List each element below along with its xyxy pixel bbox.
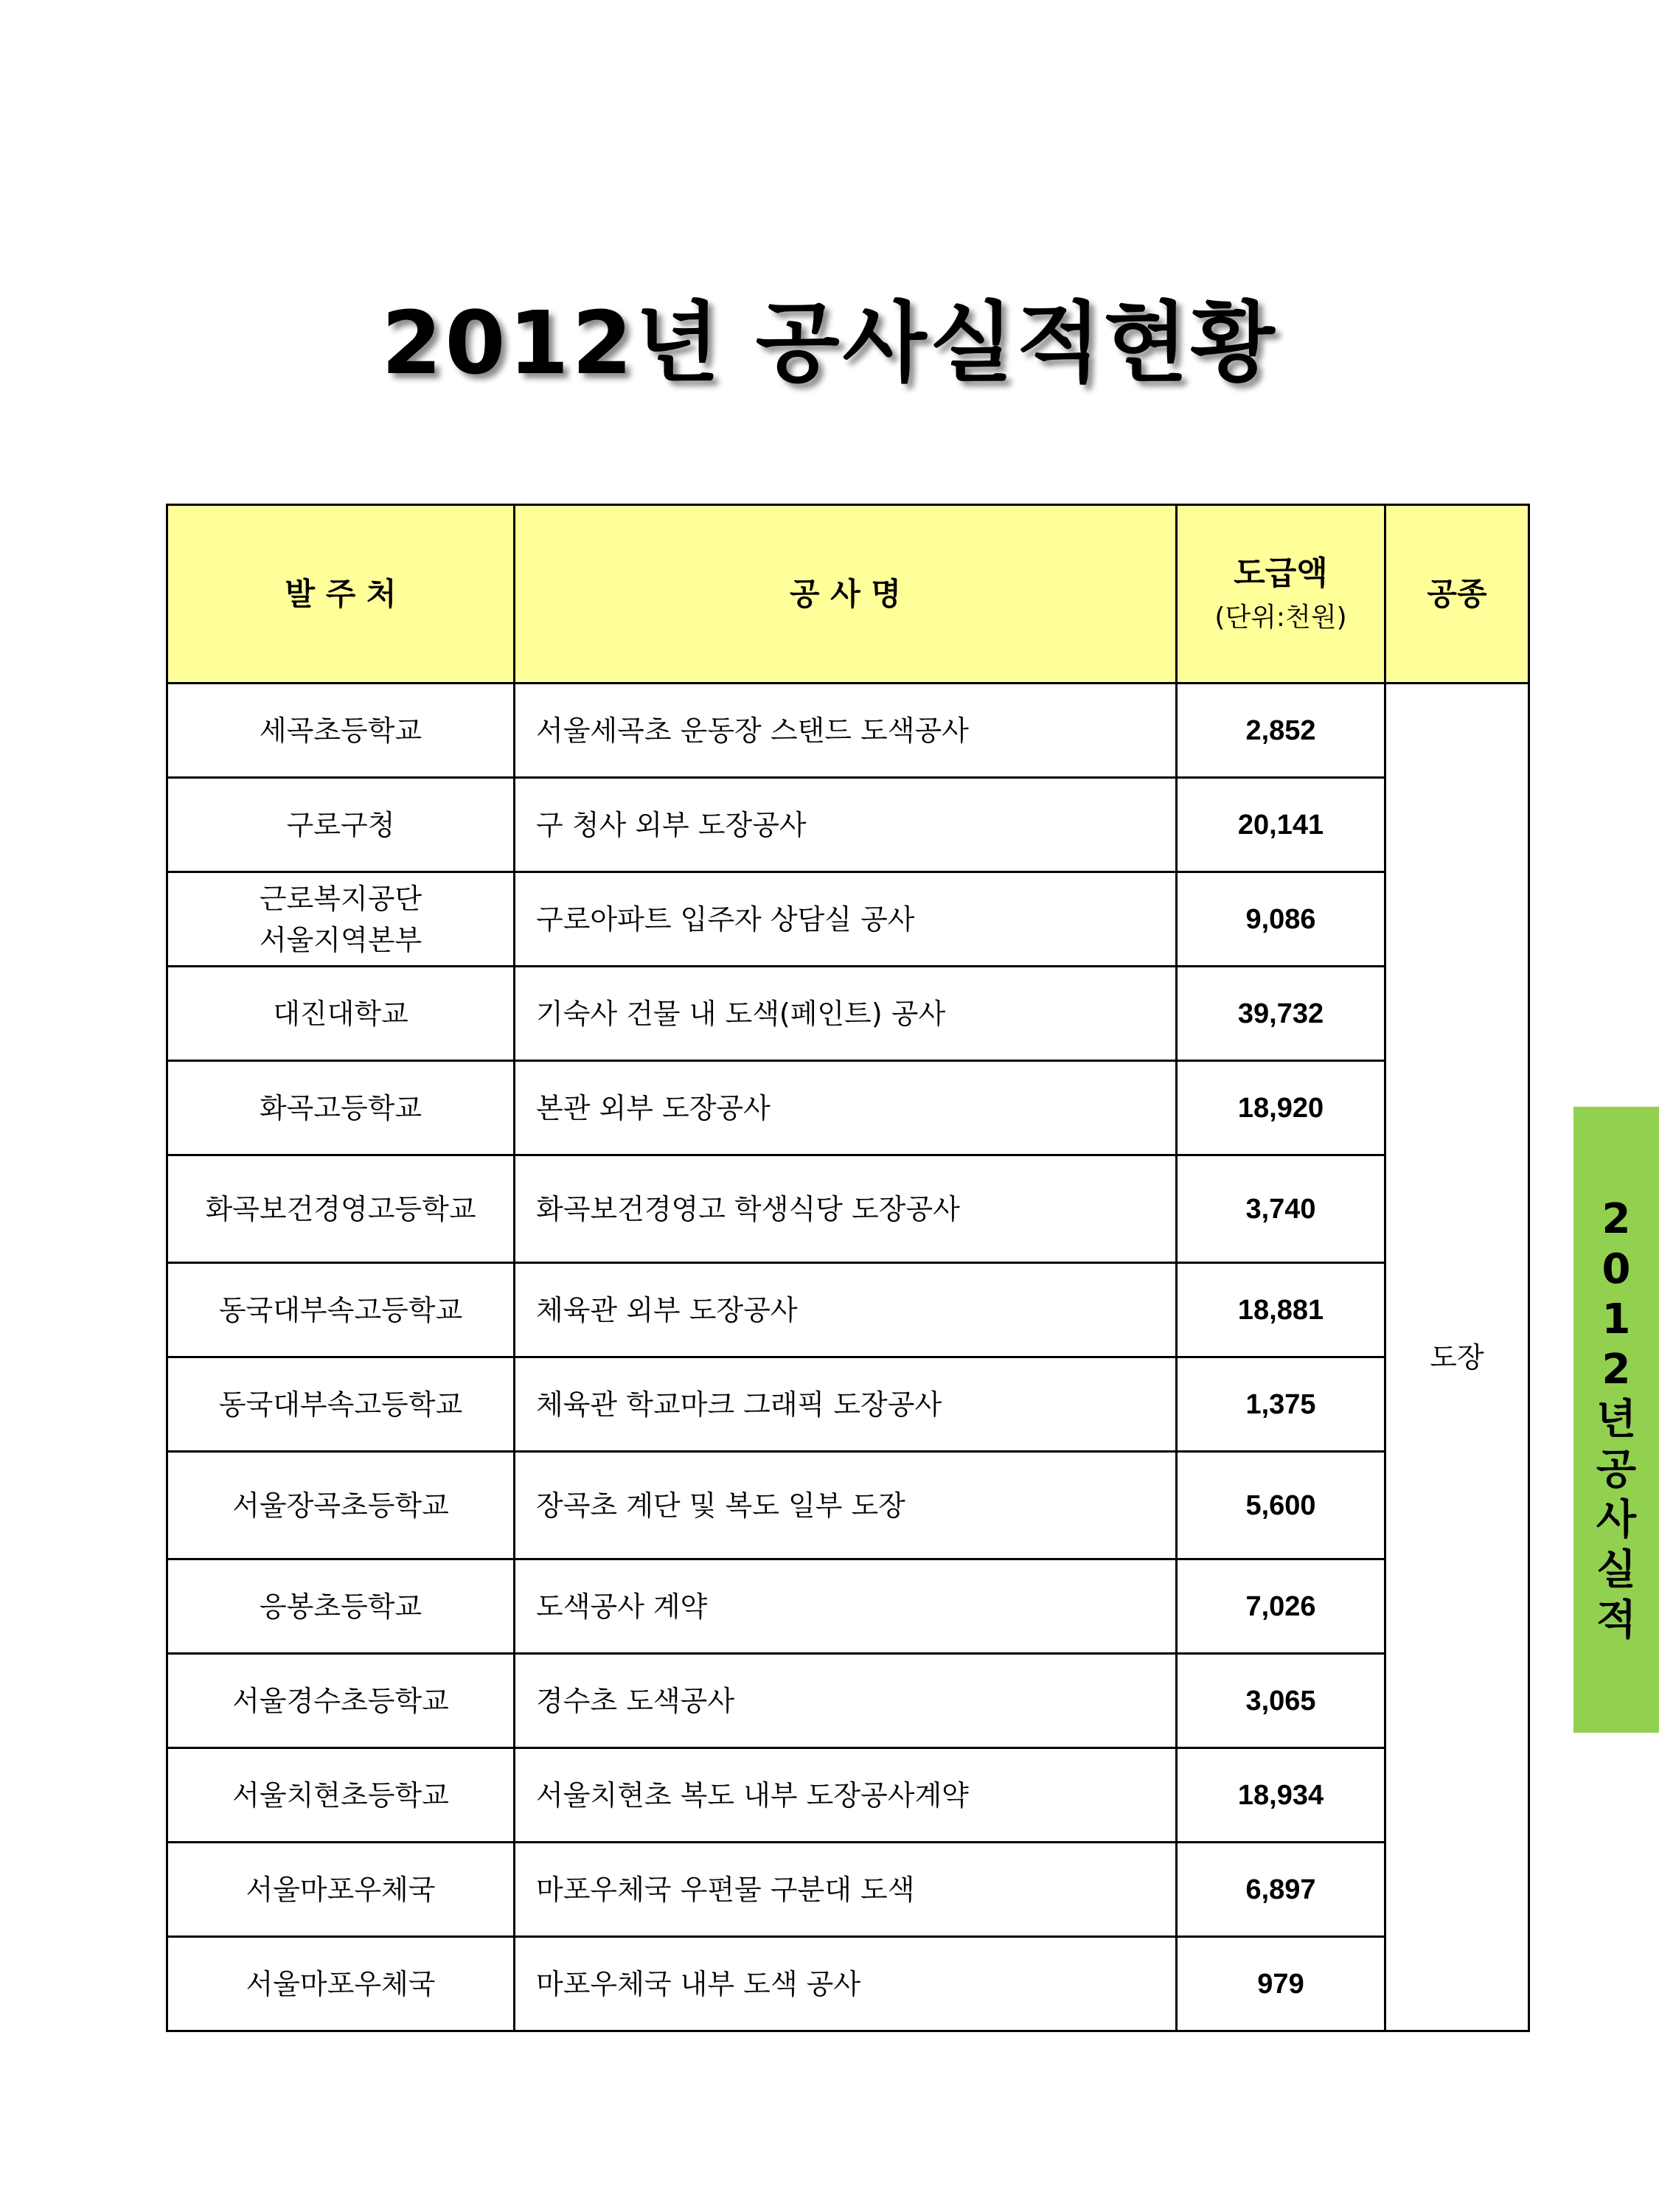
table-row bbox=[167, 1452, 1529, 1559]
side-tab-char: 0 bbox=[1601, 1245, 1631, 1293]
project-cell: 기숙사 건물 내 도색(페인트) 공사 bbox=[515, 967, 1177, 1061]
client-line: 근로복지공단 bbox=[259, 882, 422, 915]
project-cell: 마포우체국 우편물 구분대 도색 bbox=[515, 1843, 1177, 1937]
header-client: 발 주 처 bbox=[167, 505, 515, 684]
table-row bbox=[167, 1654, 1529, 1748]
amount-cell: 39,732 bbox=[1177, 967, 1385, 1061]
client-cell: 서울장곡초등학교 bbox=[167, 1452, 515, 1559]
amount-cell: 979 bbox=[1177, 1937, 1385, 2031]
table-row bbox=[167, 1357, 1529, 1452]
amount-cell: 18,881 bbox=[1177, 1263, 1385, 1357]
side-tab bbox=[1573, 1107, 1659, 1733]
table-row bbox=[167, 1061, 1529, 1155]
header-project: 공 사 명 bbox=[515, 505, 1177, 684]
project-cell: 마포우체국 내부 도색 공사 bbox=[515, 1937, 1177, 2031]
amount-cell: 3,065 bbox=[1177, 1654, 1385, 1748]
client-line: 서울지역본부 bbox=[259, 923, 422, 956]
table-header-row bbox=[167, 505, 1529, 684]
header-category: 공종 bbox=[1385, 505, 1529, 684]
amount-cell: 1,375 bbox=[1177, 1357, 1385, 1452]
side-tab-char: 공 bbox=[1596, 1445, 1637, 1494]
project-cell: 본관 외부 도장공사 bbox=[515, 1061, 1177, 1155]
project-cell: 도색공사 계약 bbox=[515, 1559, 1177, 1654]
side-tab-char: 년 bbox=[1596, 1395, 1637, 1444]
project-cell: 화곡보건경영고 학생식당 도장공사 bbox=[515, 1155, 1177, 1263]
client-cell: 응봉초등학교 bbox=[167, 1559, 515, 1654]
table-row bbox=[167, 778, 1529, 872]
project-cell: 체육관 외부 도장공사 bbox=[515, 1263, 1177, 1357]
category-cell: 도장 bbox=[1385, 684, 1529, 2031]
amount-cell: 9,086 bbox=[1177, 872, 1385, 967]
table-row bbox=[167, 684, 1529, 778]
amount-cell: 7,026 bbox=[1177, 1559, 1385, 1654]
side-tab-char: 2 bbox=[1601, 1194, 1631, 1243]
table-row bbox=[167, 872, 1529, 967]
client-cell: 서울경수초등학교 bbox=[167, 1654, 515, 1748]
table-row bbox=[167, 1559, 1529, 1654]
header-amount-label: 도급액 bbox=[1234, 554, 1328, 592]
client-cell: 화곡고등학교 bbox=[167, 1061, 515, 1155]
side-tab-char: 1 bbox=[1601, 1295, 1631, 1343]
side-tab-char: 사 bbox=[1596, 1495, 1637, 1544]
table-row bbox=[167, 1843, 1529, 1937]
amount-cell: 5,600 bbox=[1177, 1452, 1385, 1559]
project-cell: 체육관 학교마크 그래픽 도장공사 bbox=[515, 1357, 1177, 1452]
amount-cell: 3,740 bbox=[1177, 1155, 1385, 1263]
client-cell: 화곡보건경영고등학교 bbox=[167, 1155, 515, 1263]
side-tab-char: 2 bbox=[1601, 1345, 1631, 1394]
client-cell: 서울치현초등학교 bbox=[167, 1748, 515, 1843]
client-cell: 대진대학교 bbox=[167, 967, 515, 1061]
amount-cell: 20,141 bbox=[1177, 778, 1385, 872]
project-cell: 구 청사 외부 도장공사 bbox=[515, 778, 1177, 872]
project-cell: 장곡초 계단 및 복도 일부 도장 bbox=[515, 1452, 1177, 1559]
table-row bbox=[167, 1155, 1529, 1263]
client-cell bbox=[167, 872, 515, 967]
client-cell: 세곡초등학교 bbox=[167, 684, 515, 778]
results-table bbox=[166, 504, 1530, 2032]
table-row bbox=[167, 967, 1529, 1061]
client-cell: 구로구청 bbox=[167, 778, 515, 872]
header-amount bbox=[1177, 505, 1385, 684]
table-row bbox=[167, 1937, 1529, 2031]
project-cell: 서울세곡초 운동장 스탠드 도색공사 bbox=[515, 684, 1177, 778]
table-row bbox=[167, 1748, 1529, 1843]
amount-cell: 6,897 bbox=[1177, 1843, 1385, 1937]
table-row bbox=[167, 1263, 1529, 1357]
client-cell: 동국대부속고등학교 bbox=[167, 1357, 515, 1452]
client-cell: 동국대부속고등학교 bbox=[167, 1263, 515, 1357]
project-cell: 서울치현초 복도 내부 도장공사계약 bbox=[515, 1748, 1177, 1843]
client-cell: 서울마포우체국 bbox=[167, 1843, 515, 1937]
side-tab-char: 적 bbox=[1596, 1596, 1637, 1644]
project-cell: 구로아파트 입주자 상담실 공사 bbox=[515, 872, 1177, 967]
amount-cell: 18,934 bbox=[1177, 1748, 1385, 1843]
header-amount-unit: (단위:천원) bbox=[1214, 602, 1347, 633]
amount-cell: 2,852 bbox=[1177, 684, 1385, 778]
page-title: 2012년 공사실적현황 bbox=[381, 292, 1278, 394]
client-cell: 서울마포우체국 bbox=[167, 1937, 515, 2031]
project-cell: 경수초 도색공사 bbox=[515, 1654, 1177, 1748]
amount-cell: 18,920 bbox=[1177, 1061, 1385, 1155]
side-tab-char: 실 bbox=[1596, 1545, 1637, 1594]
